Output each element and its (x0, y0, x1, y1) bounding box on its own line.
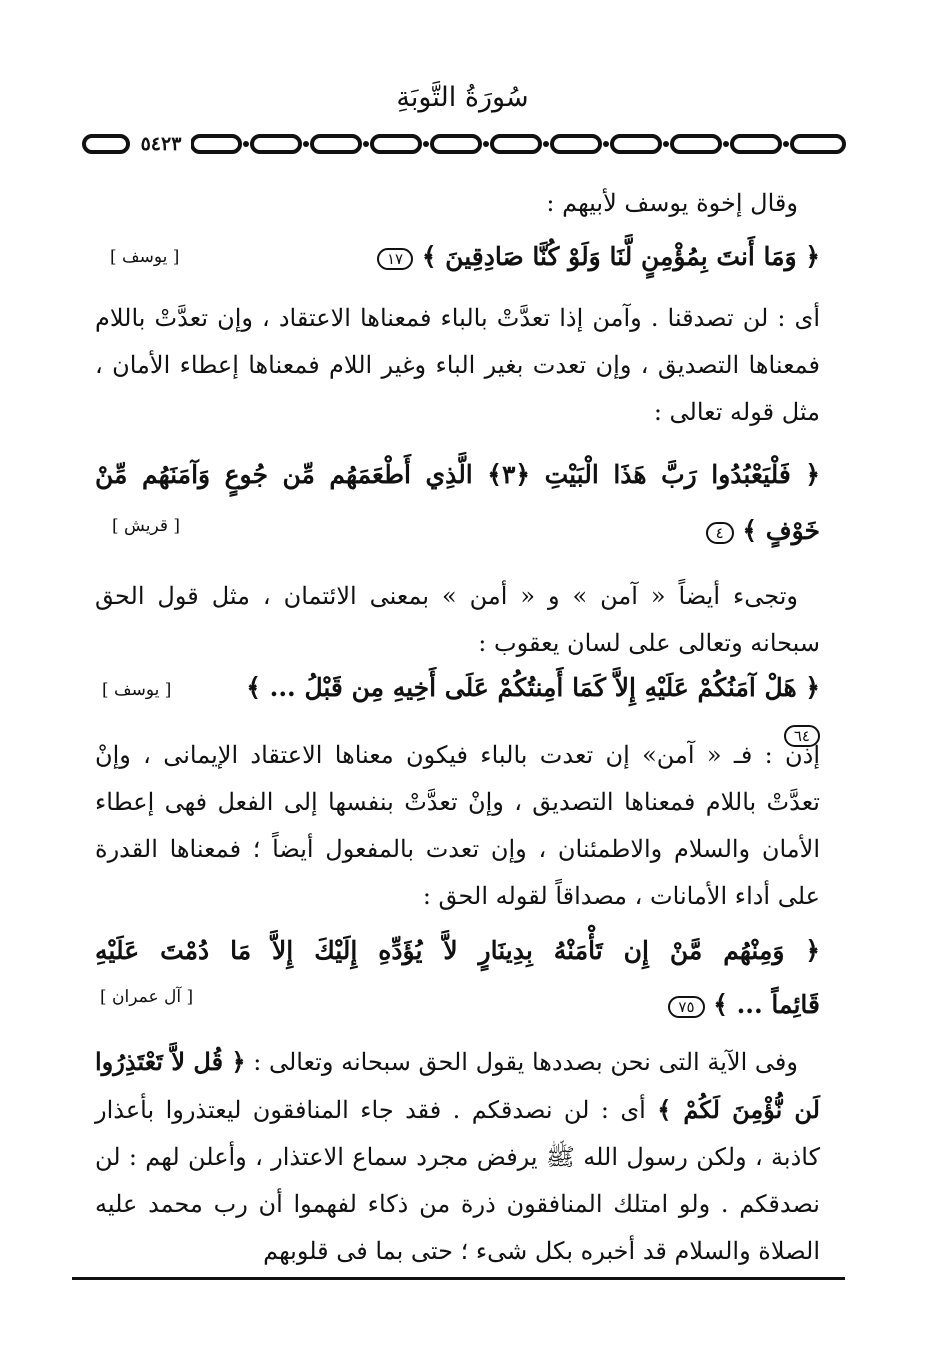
surah-reference: [ يوسف ] (110, 247, 180, 267)
ayah-number-badge: ٦٤ (784, 725, 820, 747)
paragraph-text: وتجىء أيضاً « آمن » و « أمن » بمعنى الائتمان ، مثل قول الحق سبحانه وتعالى على لسان يعقوب : (95, 582, 820, 657)
paragraph-text: وفى الآية التى نحن بصددها يقول الحق سبحانه وتعالى : (253, 1048, 798, 1076)
verse-text: ﴿ هَلْ آمَنُكُمْ عَلَيْهِ إِلاَّ كَمَا أَمِنتُكُمْ عَلَى أَخِيهِ مِن قَبْلُ ... ﴾ (246, 673, 820, 702)
surah-reference: [ قريش ] (112, 516, 180, 536)
quran-verse-aal-imran-line2 (460, 982, 820, 1028)
surah-reference: [ آل عمران ] (100, 987, 194, 1007)
quran-verse-quraysh-line1: ﴿ فَلْيَعْبُدُوا رَبَّ هَذَا الْبَيْتِ ﴿٣﴾ الَّذِي أَطْعَمَهُم مِّن جُوعٍ وَآمَنَهُم مِّنْ (95, 460, 820, 489)
explanation-paragraph-1 (95, 295, 820, 436)
bottom-rule (72, 1277, 845, 1280)
quran-verse-quraysh-line2 (400, 508, 820, 554)
verse-text: ﴿ وَمَا أَنتَ بِمُؤْمِنٍ لَّنَا وَلَوْ كُنَّا صَادِقِينَ ﴾ (421, 242, 820, 271)
intro-line (95, 180, 820, 227)
explanation-paragraph-2 (95, 573, 820, 667)
surah-title: سُورَةُ التَّوبَةِ (396, 82, 529, 113)
ayah-number-badge: ١٧ (377, 248, 413, 270)
paragraph-text: أى : لن نصدقكم . فقد جاء المنافقون ليعتذروا بأعذار كاذبة ، ولكن رسول الله ﷺ يرفض مجرد سماع الاعتذار ، وأعلن لهم : لن نصدقكم . ولو امتلك المنافقون ذرة من ذكاء لفهموا أن رب محمد عليه الصلاة والسلام قد أخبره بكل شىء ؛ حتى بما فى قلوبهم (95, 1096, 820, 1265)
paragraph-text: إذن : فـ « آمن» إن تعدت بالباء فيكون معناها الاعتقاد الإيمانى ، وإنْ تعدَّتْ باللام فمعناها التصديق ، وإنْ تعدَّتْ بنفسها إلى الفعل فهى إعطاء الأمان والسلام والاطمئنان ، وإن تعدت بالمفعول أيضاً ؛ فمعناها القدرة على أداء الأمانات ، مصداقاً لقوله الحق : (95, 741, 820, 910)
verse-text: خَوْفٍ ﴾ (742, 516, 820, 545)
quran-verse-aal-imran-line1: ﴿ وَمِنْهُم مَّنْ إِن تَأْمَنْهُ بِدِينَارٍ لاَّ يُؤَدِّهِ إِلَيْكَ إِلاَّ مَا دُمْتَ عَلَيْهِ (95, 936, 820, 965)
quran-verse-yusuf-17 (250, 234, 820, 280)
ayah-number-badge: ٧٥ (668, 996, 704, 1018)
verse-text: قَائِماً ... ﴾ (713, 990, 820, 1019)
explanation-paragraph-4 (95, 1038, 820, 1275)
intro-text: وقال إخوة يوسف لأبيهم : (546, 189, 798, 217)
surah-reference: [ يوسف ] (102, 680, 172, 700)
explanation-paragraph-3 (95, 732, 820, 920)
paragraph-text: أى : لن تصدقنا . وآمن إذا تعدَّتْ بالباء فمعناها الاعتقاد ، وإن تعدَّتْ باللام فمعناها التصديق ، وإن تعدت بغير الباء وغير اللام فمعناها إعطاء الأمان ، مثل قوله تعالى : (95, 304, 820, 426)
inline-verse-quote: ﴿ قُل لاَّ تَعْتَذِرُوا لَن نُّؤْمِنَ لَكُمْ ﴾ (95, 1047, 820, 1124)
ornamental-header-band (80, 128, 850, 160)
ayah-number-badge: ٤ (706, 522, 734, 544)
page-number: ٥٤٢٣ (131, 128, 191, 160)
